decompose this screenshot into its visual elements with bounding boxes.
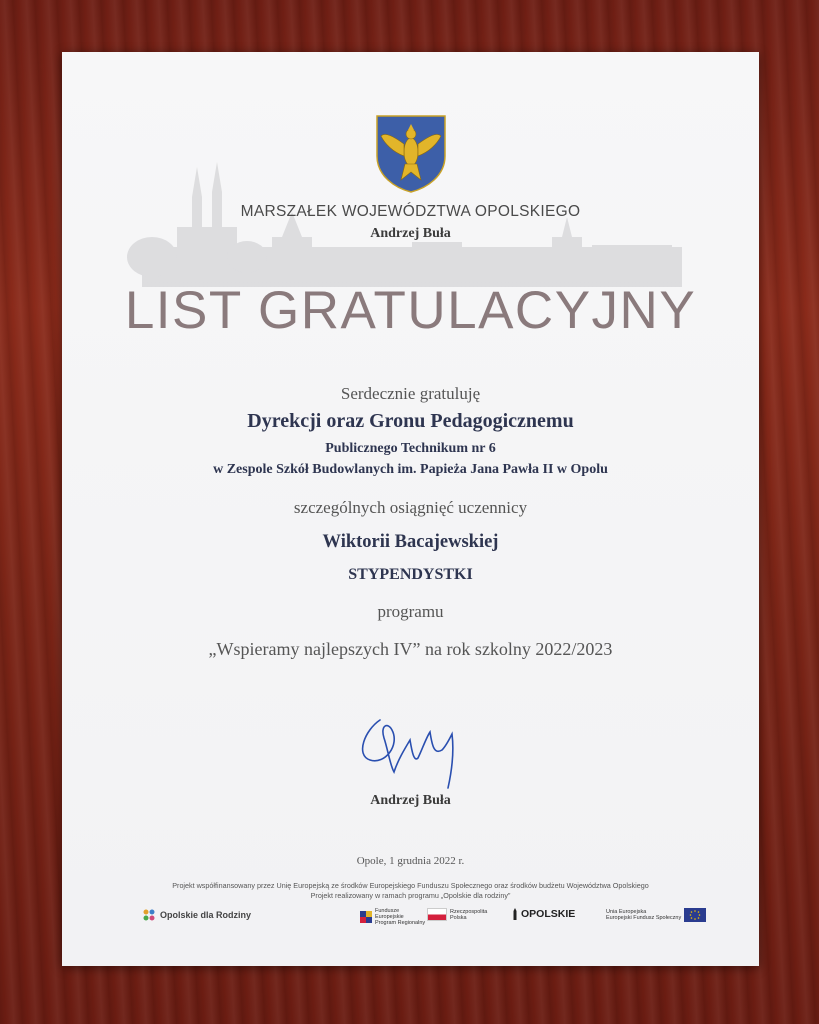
signer-name: Andrzej Buła <box>370 793 451 808</box>
issuer-heading: MARSZAŁEK WOJEWÓDZTWA OPOLSKIEGO <box>240 203 581 220</box>
program-name: „Wspieramy najlepszych IV” na rok szkolny 2022/2023 <box>208 639 613 659</box>
fe-text-2: Europejskie <box>375 914 404 920</box>
logo-opolskie-dla-rodziny <box>142 908 251 922</box>
ue-text-1: Unia Europejska <box>606 909 647 915</box>
handwritten-signature <box>350 710 470 792</box>
achievement-text: szczególnych osiągnięć uczennicy <box>293 498 528 517</box>
logo-text-odr: Opolskie dla Rodziny <box>160 910 252 920</box>
program-label: programu <box>377 602 444 621</box>
recipient-line-3: w Zespole Szkół Budowlanych im. Papieża Jana Pawła II w Opolu <box>213 462 608 477</box>
funding-note-2: Projekt realizowany w ramach programu „Opolskie dla rodziny” <box>310 891 511 900</box>
certificate-title: LIST GRATULACYJNY <box>124 281 697 340</box>
opolskie-coat-of-arms-icon <box>375 114 447 194</box>
recipient-line-1: Dyrekcji oraz Gronu Pedagogicznemu <box>247 410 574 432</box>
logo-opolskie <box>512 908 575 920</box>
rp-text-1: Rzeczpospolita <box>450 908 488 915</box>
funding-note-1: Projekt współfinansowany przez Unię Europejską ze środków Europejskiego Funduszu Społecznego oraz środków budżetu Województwa Opolskiego <box>172 881 649 890</box>
polish-flag-icon <box>427 908 447 921</box>
certificate-paper <box>62 52 759 966</box>
recipient-line-2: Publicznego Technikum nr 6 <box>325 441 496 456</box>
fe-text-3: Program Regionalny <box>375 920 426 926</box>
opolskie-text: OPOLSKIE <box>521 908 576 920</box>
eu-flag-icon <box>684 908 706 922</box>
student-name: Wiktorii Bacajewskiej <box>322 532 499 552</box>
fe-logo-icon <box>360 911 372 923</box>
rp-text-2: Polska <box>450 914 467 921</box>
logo-unia-europejska <box>606 908 706 922</box>
family-logo-icon <box>142 908 156 922</box>
scholarship-status: STYPENDYSTKI <box>348 566 473 583</box>
ue-text-2: Europejski Fundusz Społeczny <box>606 915 682 921</box>
opolskie-tower-icon <box>512 908 518 920</box>
issuer-name: Andrzej Buła <box>370 226 451 241</box>
logo-rzeczpospolita <box>427 908 487 921</box>
greeting-text: Serdecznie gratuluję <box>340 384 481 403</box>
issue-date: Opole, 1 grudnia 2022 r. <box>356 855 465 867</box>
logo-fundusze-europejskie <box>360 908 425 926</box>
sponsor-logos <box>62 908 759 928</box>
fe-text-1: Fundusze <box>375 908 400 914</box>
